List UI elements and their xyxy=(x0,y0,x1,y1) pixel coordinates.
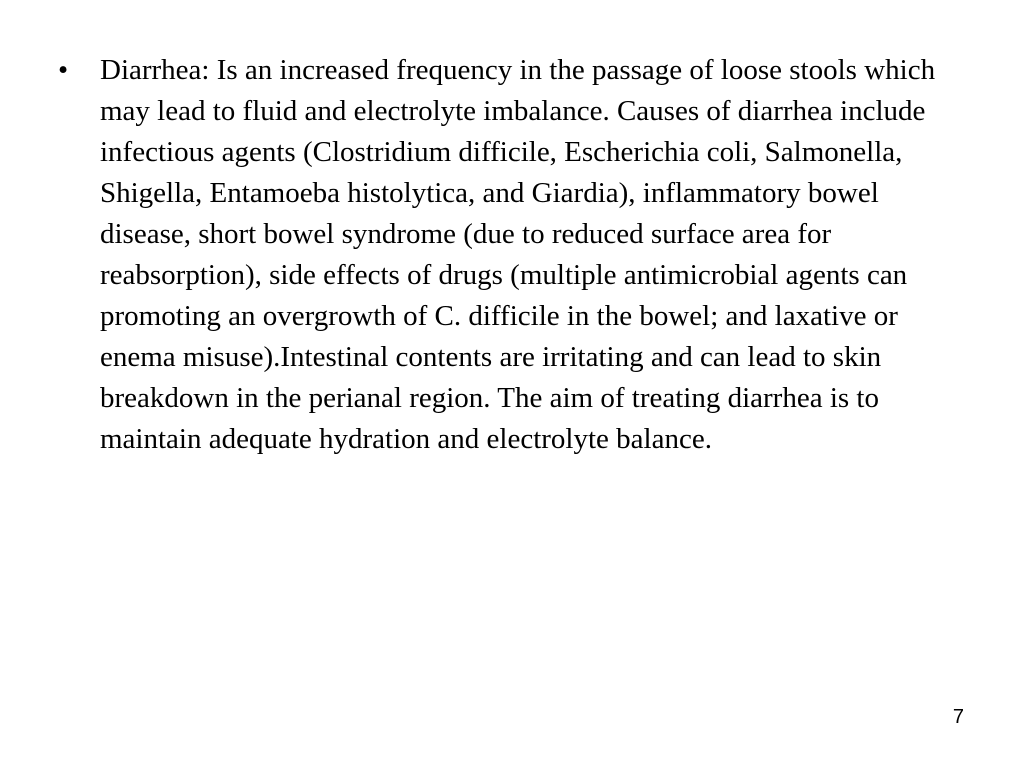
page-number: 7 xyxy=(952,706,964,728)
bullet-icon: • xyxy=(58,54,69,86)
bullet-list xyxy=(58,50,938,460)
bullet-item-diarrhea xyxy=(58,50,938,460)
bullet-text: Diarrhea: Is an increased frequency in the passage of loose stools which may lead to fluid and electrolyte imbalance. Causes of diarrhea include infectious agents (Clostridium difficile, Escherichia coli, Salmonella, Shigella, Entamoeba histolytica, and Giardia), inflammatory bowel disease, short bowel syndrome (due to reduced surface area for reabsorption), side effects of drugs (multiple antimicrobial agents can promoting an overgrowth of C. difficile in the bowel; and laxative or enema misuse).Intestinal contents are irritating and can lead to skin breakdown in the perianal region. The aim of treating diarrhea is to maintain adequate hydration and electrolyte balance. xyxy=(100,54,936,455)
